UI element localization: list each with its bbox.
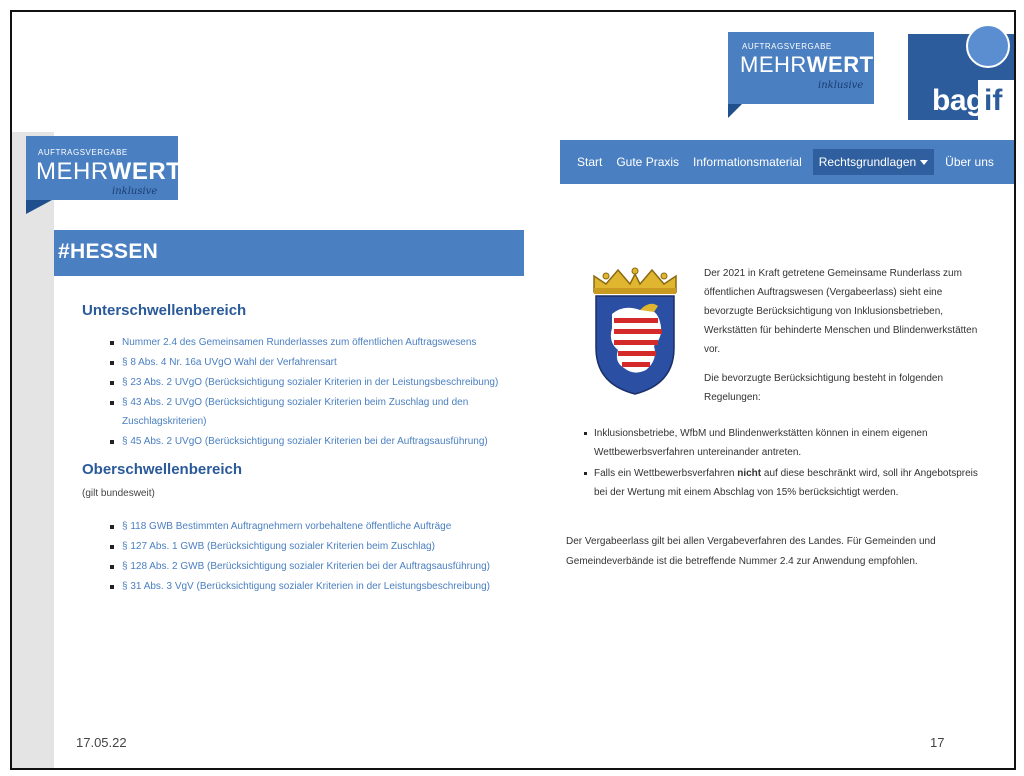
- right-outro-text: Der Vergabeerlass gilt bei allen Vergabeverfahren des Landes. Für Gemeinden und Gemeindeverbände ist die betreffende Nummer 2.4 zur Anwendung empfohlen.: [566, 536, 936, 567]
- slide-page-number: 17: [930, 735, 945, 750]
- nav-item-start[interactable]: Start: [577, 155, 603, 169]
- main-nav: [560, 140, 1016, 184]
- logo-top-wordmark: MEHRWERT: [740, 52, 874, 77]
- regelung-item-1: Inklusionsbetriebe, WfbM und Blindenwerkstätten können in einem eigenen Wettbewerbsverfahren untereinander antreten.: [584, 424, 984, 462]
- lead-paragraph: Die bevorzugte Berücksichtigung besteht in folgenden Regelungen:: [704, 373, 944, 403]
- nav-item-informationsmaterial[interactable]: Informationsmaterial: [693, 155, 802, 169]
- bag-if-circle-mark: [966, 24, 1010, 68]
- intro-paragraph: Der 2021 in Kraft getretene Gemeinsame Runderlass zum öffentlichen Auftragswesen (Vergabeerlass) sieht eine bevorzugte Berücksichtigung von Inklusionsbetrieben, Werkstätten für behinderte Menschen und Blindenwerkstätten vor.: [704, 268, 978, 355]
- regelungen-list: [584, 424, 984, 504]
- slide-frame: [10, 10, 1016, 770]
- mehrwert-logo-side[interactable]: [26, 136, 182, 200]
- logo-side-inklusive: inklusive: [112, 186, 158, 197]
- oberschwellen-link-list: [82, 517, 522, 596]
- link-runderlass-2-4[interactable]: Nummer 2.4 des Gemeinsamen Runderlasses zum öffentlichen Auftragswesens: [110, 333, 522, 352]
- nav-item-ueber-uns[interactable]: Über uns: [945, 155, 994, 169]
- bag-if-logo-bag: bag: [932, 84, 984, 117]
- nav-item-rechtsgrundlagen-label: Rechtsgrundlagen: [818, 155, 917, 169]
- logo-side-subtitle: AUFTRAGSVERGABE: [38, 148, 128, 157]
- link-uvgo-23[interactable]: § 23 Abs. 2 UVgO (Berücksichtigung sozialer Kriterien in der Leistungsbeschreibung): [110, 373, 522, 392]
- mehrwert-logo-top: [728, 32, 874, 104]
- page-title: #HESSEN: [58, 240, 159, 263]
- section-heading-oberschwellenbereich: Oberschwellenbereich: [82, 461, 243, 478]
- nav-item-rechtsgrundlagen[interactable]: [813, 149, 934, 175]
- logo-side-fold: [26, 200, 52, 214]
- logo-top-subtitle: AUFTRAGSVERGABE: [742, 42, 832, 51]
- regelung-item-2: Falls ein Wettbewerbsverfahren nicht auf diese beschränkt wird, soll ihr Angebotspreis bei der Wertung mit einem Abschlag von 15% berücksichtigt werden.: [584, 464, 984, 502]
- right-intro-text: [704, 264, 984, 417]
- link-uvgo-43[interactable]: § 43 Abs. 2 UVgO (Berücksichtigung sozialer Kriterien beim Zuschlag und den Zuschlagskriterien): [110, 393, 522, 431]
- link-gwb-128[interactable]: § 128 Abs. 2 GWB (Berücksichtigung sozialer Kriterien bei der Auftragsausführung): [110, 557, 522, 576]
- link-uvgo-45[interactable]: § 45 Abs. 2 UVgO (Berücksichtigung sozialer Kriterien bei der Auftragsausführung): [110, 432, 522, 451]
- link-vgv-31[interactable]: § 31 Abs. 3 VgV (Berücksichtigung sozialer Kriterien in der Leistungsbeschreibung): [110, 577, 522, 596]
- caret-down-icon: [920, 160, 928, 165]
- left-grey-strip: [12, 132, 54, 770]
- logo-side-wordmark: MEHRWERT: [36, 158, 182, 185]
- bag-if-logo: [908, 34, 1014, 120]
- hessen-crest-icon: [584, 266, 686, 396]
- link-gwb-127[interactable]: § 127 Abs. 1 GWB (Berücksichtigung sozialer Kriterien beim Zuschlag): [110, 537, 522, 556]
- link-gwb-118[interactable]: § 118 GWB Bestimmten Auftragnehmern vorbehaltene öffentliche Aufträge: [110, 517, 522, 536]
- section-heading-unterschwellenbereich: Unterschwellenbereich: [82, 302, 247, 319]
- link-uvgo-8[interactable]: § 8 Abs. 4 Nr. 16a UVgO Wahl der Verfahrensart: [110, 353, 522, 372]
- regelung-emphasis: nicht: [737, 468, 762, 479]
- page-title-band: [54, 230, 524, 276]
- nav-item-gute-praxis[interactable]: Gute Praxis: [616, 155, 680, 169]
- logo-top-fold: [728, 104, 742, 118]
- unterschwellen-link-list: [82, 333, 522, 451]
- slide-date: 17.05.22: [76, 735, 127, 750]
- bag-if-logo-if: if: [984, 84, 1003, 117]
- oberschwellen-note: (gilt bundesweit): [82, 488, 155, 499]
- logo-top-inklusive: inklusive: [818, 80, 864, 91]
- left-column: [82, 302, 522, 597]
